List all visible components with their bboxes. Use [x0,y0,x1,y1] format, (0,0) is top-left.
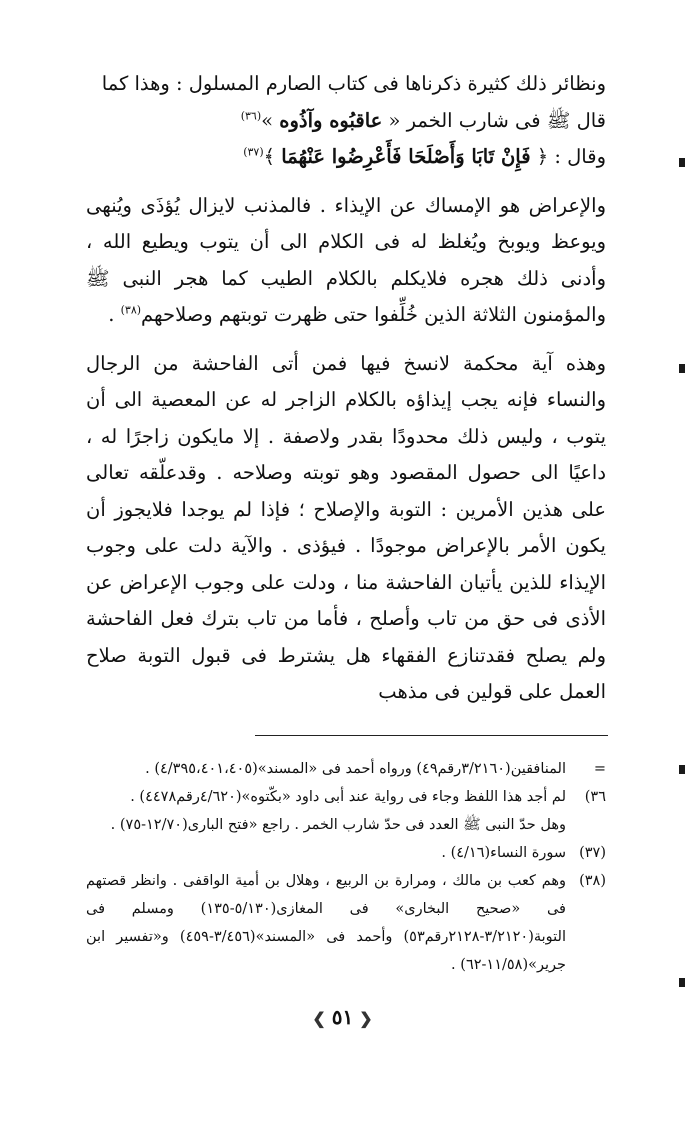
footnote-37 [86,839,606,867]
footnote-continuation [86,755,606,783]
footnote-36-continued [86,811,606,839]
footnote-text: وهم كعب بن مالك ، ومرارة بن الربيع ، وهلال بن أمية الواقفى . وانظر قصتهم فى «صحيح البخارى» فى المغازى(٥/١٣٠-١٣٥) ومسلم فى التوبة(٣/٢١٢٠-٢١٢٨رقم٥٣) وأحمد فى «المسند»(٣/٤٥٦-٤٥٩) و«تفسير ابن جرير»(١١/٥٨-٦٢) . [86,873,566,973]
paragraph-4-text: وهذه آية محكمة لانسخ فيها فمن أتى الفاحشة من الرجال والنساء فإنه يجب إيذاؤه بالكلام الزاجر له عن المعصية الى أن يتوب ، وليس ذلك محدودًا بقدر ولاصفة . إلا مايكون زاجرًا له ، داعيًا الى حصول المقصود وهو توبته وصلاحه . وقدعلّقه تعالى على هذين الأمرين : التوبة والإصلاح ؛ فإذا لم يوجدا فلايجوز أن يكون الأمر بالإعراض موجودًا . فيؤذى . والآية دلت على وجوب الإيذاء للذين يأتيان الفاحشة منا ، ودلت على وجوب الإعراض عن الأذى فى حق من تاب وأصلح ، فأما من تاب بترك فعل الفاحشة ولم يصلح فقدتنازع الفقهاء هل يشترط فى قبول التوبة صلاح العمل على قولين فى مذهب [86,351,606,703]
main-text [86,66,606,711]
paragraph-1-line-2a: قال ﷺ فى شارب الخمر « [382,108,606,132]
footnote-text: المنافقين(٣/٢١٦٠رقم٤٩) ورواه أحمد فى «المسند»(٤/٣٩٥،٤٠١،٤٠٥) . [145,761,566,777]
paragraph-3 [86,188,606,334]
paragraph-2 [86,139,606,176]
footnote-36 [86,783,606,811]
scan-edge-mark [679,158,685,167]
paragraph-1 [86,66,606,139]
footnote-number: = [593,761,606,777]
footnote-38 [86,867,606,979]
footnote-divider [255,735,608,736]
footnotes [86,755,606,979]
scan-edge-mark [679,364,685,373]
ornament-left-icon: ❮ [312,1009,326,1028]
footnote-ref-37: (٣٧) [243,145,264,159]
paragraph-3-text: والإعراض هو الإمساك عن الإيذاء . فالمذنب لايزال يُؤذَى ويُنهى ويوعظ ويوبخ ويُغلظ له فى الكلام الى أن يتوب ويطيع الله ، وأدنى ذلك هجره فلايكلم بالكلام الطيب كما هجر النبى ﷺ والمؤمنون الثلاثة الذين خُلِّفوا حتى ظهرت توبتهم وصلاحهم [86,193,606,326]
paragraph-3-end: . [108,303,121,326]
paragraph-2-prefix: وقال : ﴿ [530,145,606,168]
footnote-text: وهل حدّ النبى ﷺ العدد فى حدّ شارب الخمر . راجع «فتح البارى(١٢/٧٠-٧٥) . [110,817,566,833]
paragraph-1-line-2b: » [261,108,280,132]
footnote-number: ٣٦) [584,789,606,805]
footnote-text: سورة النساء(٤/١٦) . [441,845,566,861]
footnote-ref-36: (٣٦) [240,109,262,122]
scan-edge-mark [679,978,685,987]
paragraph-1-line-1: ونظائر ذلك كثيرة ذكرناها فى كتاب الصارم المسلول : وهذا كما [101,72,606,95]
page-number: ٥١ [331,1005,354,1029]
scan-edge-mark [679,765,685,774]
footnote-number: (٣٧) [579,845,606,861]
ornament-right-icon: ❯ [359,1009,373,1028]
quran-verse: فَإِنْ تَابَا وَأَصْلَحَا فَأَعْرِضُوا عَنْهُمَا [281,145,531,168]
page-number-block [0,1005,685,1029]
paragraph-2-suffix: ﴾ [263,145,282,168]
paragraph-4 [86,346,606,711]
footnote-number: (٣٨) [579,873,606,889]
hadith-quote: عاقبُوه وآذُوه [279,108,383,132]
footnote-ref-38: (٣٨) [120,303,142,317]
footnote-text: لم أجد هذا اللفظ وجاء فى رواية عند أبى داود «بكّتوه»(٤/٦٢٠رقم٤٤٧٨) . [130,789,566,805]
